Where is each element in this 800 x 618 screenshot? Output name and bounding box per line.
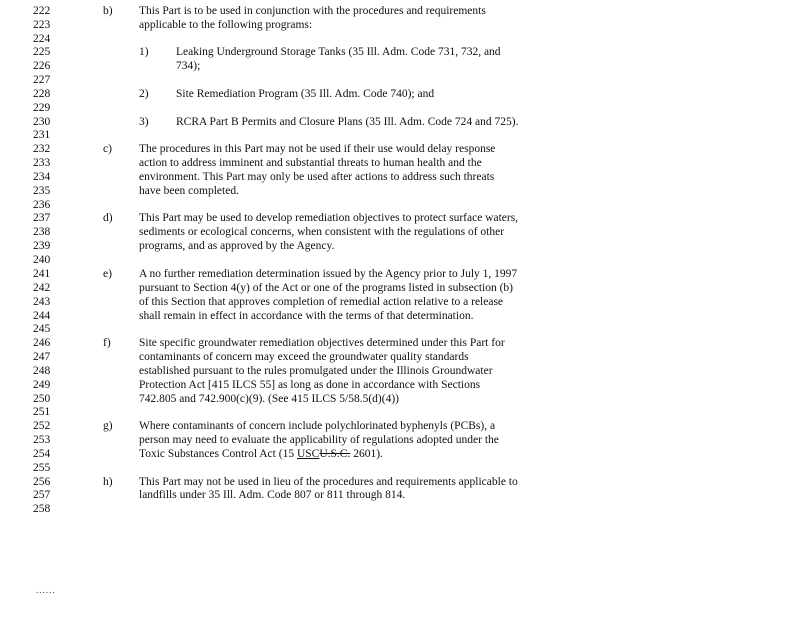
subsection-marker: c) bbox=[103, 143, 112, 155]
text-segment: Toxic Substances Control Act (15 bbox=[139, 448, 297, 460]
list-item-marker: 2) bbox=[139, 88, 149, 100]
line-number: 254 bbox=[33, 448, 51, 460]
line-number: 242 bbox=[33, 282, 51, 294]
list-item-line: 734); bbox=[176, 60, 201, 72]
line-number: 247 bbox=[33, 351, 51, 363]
list-item-line: Leaking Underground Storage Tanks (35 Ill. Adm. Code 731, 732, and bbox=[176, 46, 501, 58]
line-number: 246 bbox=[33, 337, 51, 349]
line-number: 231 bbox=[33, 129, 51, 141]
paragraph-line: action to address imminent and substantial threats to human health and the bbox=[139, 157, 482, 169]
line-number: 258 bbox=[33, 503, 51, 515]
list-item-line: Site Remediation Program (35 Ill. Adm. Code 740); and bbox=[176, 88, 435, 100]
subsection-marker: g) bbox=[103, 420, 113, 432]
paragraph-line: A no further remediation determination issued by the Agency prior to July 1, 1997 bbox=[139, 268, 518, 280]
line-number: 249 bbox=[33, 379, 51, 391]
line-number: 222 bbox=[33, 5, 51, 17]
subsection-marker: b) bbox=[103, 5, 113, 17]
paragraph-line: environment. This Part may only be used after actions to address such threats bbox=[139, 171, 495, 183]
footer-mark: ...... bbox=[36, 585, 56, 595]
inserted-text: USC bbox=[296, 448, 320, 460]
line-number: 235 bbox=[33, 185, 51, 197]
deleted-text: U.S.C. bbox=[319, 448, 351, 460]
paragraph-line: sediments or ecological concerns, when consistent with the regulations of other bbox=[139, 226, 505, 238]
paragraph-line: person may need to evaluate the applicability of regulations adopted under the bbox=[139, 434, 499, 446]
line-number: 226 bbox=[33, 60, 51, 72]
paragraph-line: applicable to the following programs: bbox=[139, 19, 313, 31]
paragraph-line: This Part may not be used in lieu of the procedures and requirements applicable to bbox=[139, 476, 518, 488]
line-number: 255 bbox=[33, 462, 51, 474]
line-number: 236 bbox=[33, 199, 51, 211]
line-number: 223 bbox=[33, 19, 51, 31]
paragraph-line: The procedures in this Part may not be used if their use would delay response bbox=[139, 143, 496, 155]
line-number: 239 bbox=[33, 240, 51, 252]
paragraph-line: This Part may be used to develop remediation objectives to protect surface waters, bbox=[139, 212, 519, 224]
line-number: 230 bbox=[33, 116, 51, 128]
paragraph-line: Where contaminants of concern include polychlorinated byphenyls (PCBs), a bbox=[139, 420, 496, 432]
line-number: 245 bbox=[33, 323, 51, 335]
line-number: 228 bbox=[33, 88, 51, 100]
line-number: 251 bbox=[33, 406, 51, 418]
list-item-marker: 3) bbox=[139, 116, 149, 128]
line-number: 238 bbox=[33, 226, 51, 238]
line-number: 240 bbox=[33, 254, 51, 266]
paragraph-line: pursuant to Section 4(y) of the Act or one of the programs listed in subsection (b) bbox=[139, 282, 513, 294]
subsection-marker: f) bbox=[103, 337, 111, 349]
subsection-marker: d) bbox=[103, 212, 113, 224]
line-number: 250 bbox=[33, 393, 51, 405]
paragraph-line: This Part is to be used in conjunction with the procedures and requirements bbox=[139, 5, 486, 17]
paragraph-line: established pursuant to the rules promulgated under the Illinois Groundwater bbox=[139, 365, 493, 377]
line-number: 237 bbox=[33, 212, 51, 224]
paragraph-line: shall remain in effect in accordance with the terms of that determination. bbox=[139, 310, 474, 322]
paragraph-line: have been completed. bbox=[139, 185, 239, 197]
subsection-marker: h) bbox=[103, 476, 113, 488]
line-number: 233 bbox=[33, 157, 51, 169]
line-number: 252 bbox=[33, 420, 51, 432]
paragraph-line: programs, and as approved by the Agency. bbox=[139, 240, 335, 252]
line-number: 241 bbox=[33, 268, 51, 280]
paragraph-line: contaminants of concern may exceed the groundwater quality standards bbox=[139, 351, 469, 363]
paragraph-line: landfills under 35 Ill. Adm. Code 807 or 811 through 814. bbox=[139, 489, 406, 501]
line-number: 224 bbox=[33, 33, 51, 45]
line-number: 232 bbox=[33, 143, 51, 155]
paragraph-line: Site specific groundwater remediation objectives determined under this Part for bbox=[139, 337, 505, 349]
paragraph-line: 742.805 and 742.900(c)(9). (See 415 ILCS 5/58.5(d)(4)) bbox=[139, 393, 399, 405]
line-number: 234 bbox=[33, 171, 51, 183]
line-number: 243 bbox=[33, 296, 51, 308]
line-number: 257 bbox=[33, 489, 51, 501]
list-item-line: RCRA Part B Permits and Closure Plans (35 Ill. Adm. Code 724 and 725). bbox=[176, 116, 519, 128]
line-number: 253 bbox=[33, 434, 51, 446]
paragraph-line: Protection Act [415 ILCS 55] as long as done in accordance with Sections bbox=[139, 379, 481, 391]
list-item-marker: 1) bbox=[139, 46, 149, 58]
line-number: 229 bbox=[33, 102, 51, 114]
line-number: 248 bbox=[33, 365, 51, 377]
paragraph-line: of this Section that approves completion of remedial action relative to a release bbox=[139, 296, 504, 308]
paragraph-line bbox=[139, 448, 383, 461]
line-number: 244 bbox=[33, 310, 51, 322]
subsection-marker: e) bbox=[103, 268, 112, 280]
line-number: 225 bbox=[33, 46, 51, 58]
text-segment: 2601). bbox=[350, 448, 383, 460]
line-number: 256 bbox=[33, 476, 51, 488]
line-number: 227 bbox=[33, 74, 51, 86]
